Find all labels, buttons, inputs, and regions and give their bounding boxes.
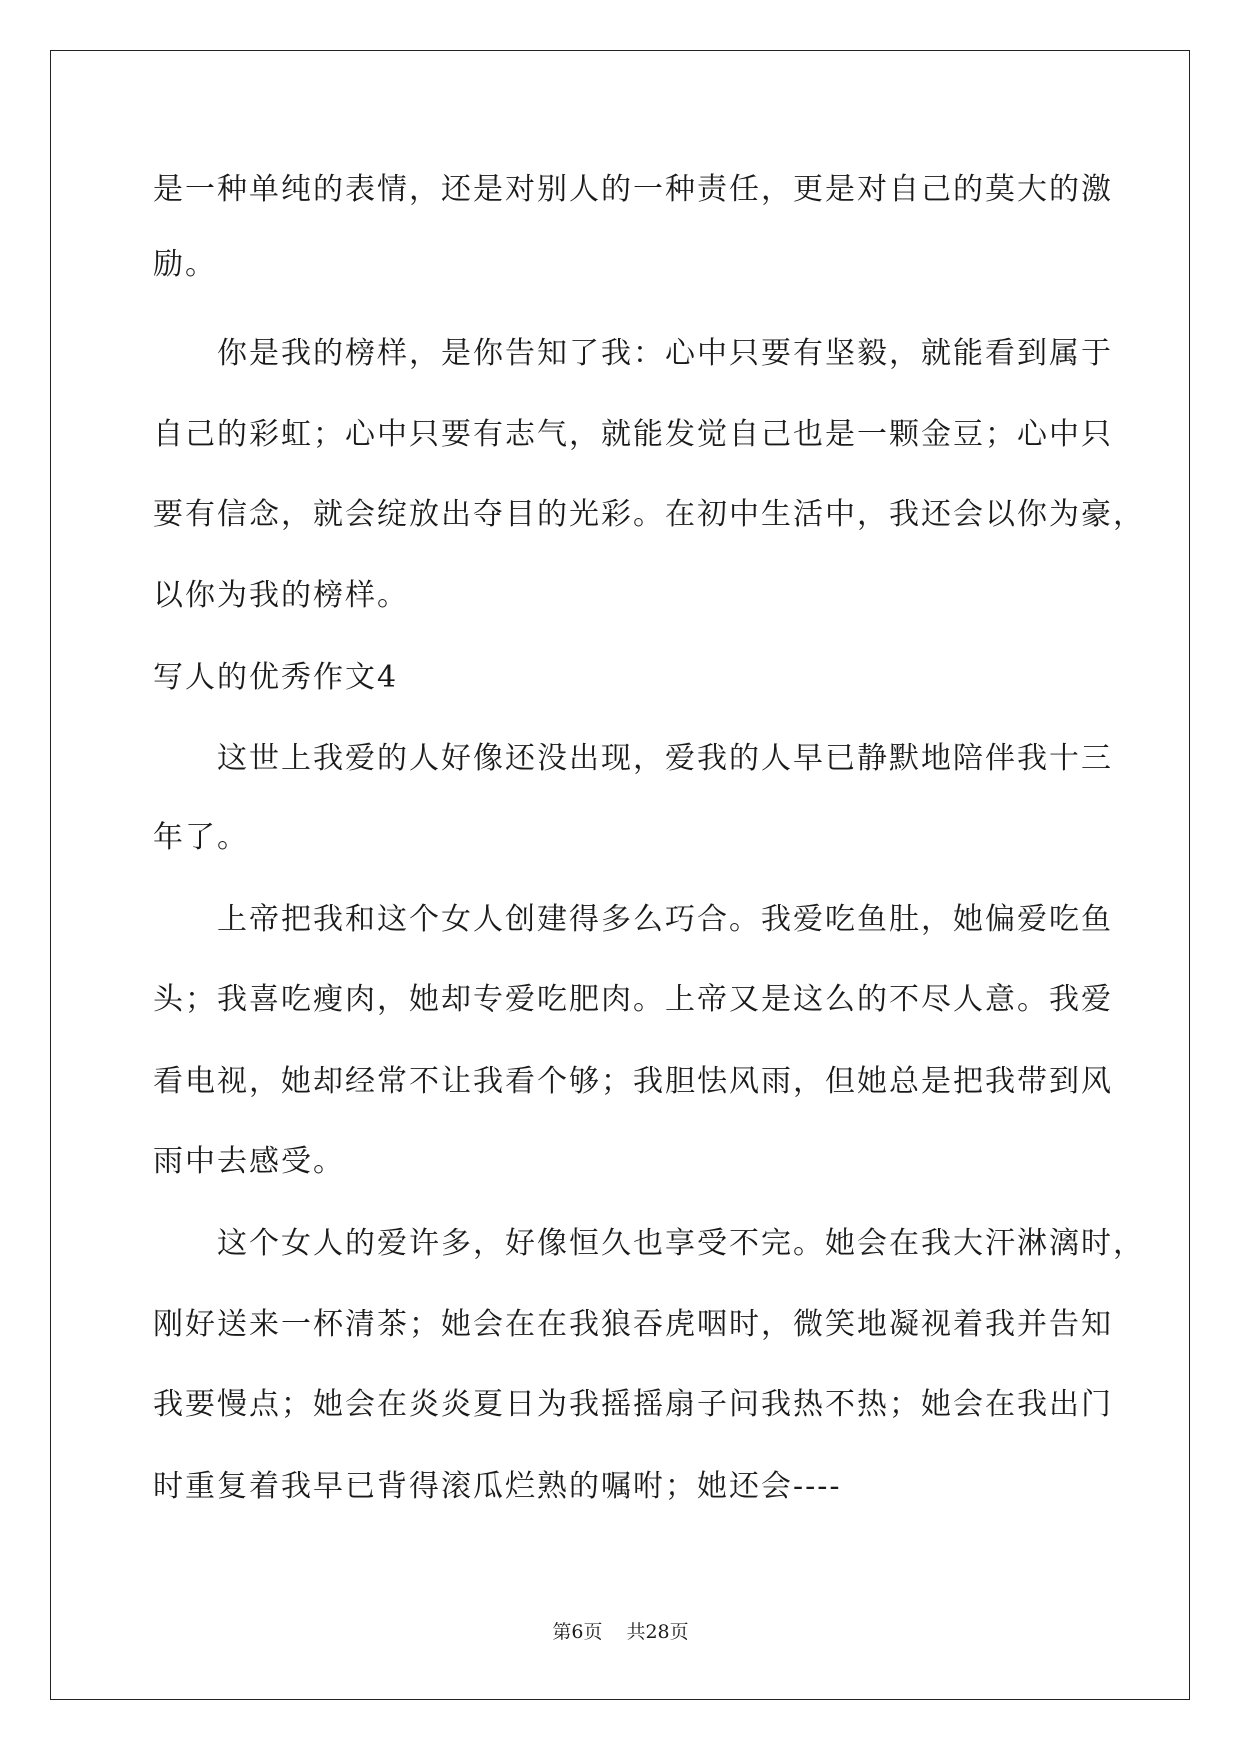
text-line: 看电视，她却经常不让我看个够；我胆怯风雨，但她总是把我带到风	[153, 1064, 1113, 1099]
page-border	[50, 50, 1190, 1700]
text-line: 励。	[153, 247, 217, 282]
page-footer	[0, 1620, 1241, 1644]
text-line: 雨中去感受。	[153, 1144, 345, 1179]
text-line: 我要慢点；她会在炎炎夏日为我摇摇扇子问我热不热；她会在我出门	[153, 1387, 1113, 1422]
section-heading: 写人的优秀作文4	[153, 660, 399, 695]
text-line: 刚好送来一杯清茶；她会在在我狼吞虎咽时，微笑地凝视着我并告知	[153, 1307, 1113, 1342]
text-line: 时重复着我早已背得滚瓜烂熟的嘱咐；她还会----	[153, 1469, 842, 1504]
text-line: 这个女人的爱许多，好像恒久也享受不完。她会在我大汗淋漓时，	[153, 1226, 1145, 1261]
text-line: 年了。	[153, 820, 249, 855]
text-line: 自己的彩虹；心中只要有志气，就能发觉自己也是一颗金豆；心中只	[153, 417, 1113, 452]
text-line: 要有信念，就会绽放出夺目的光彩。在初中生活中，我还会以你为豪，	[153, 497, 1145, 532]
text-line: 是一种单纯的表情，还是对别人的一种责任，更是对自己的莫大的激	[153, 172, 1113, 207]
text-line: 头；我喜吃瘦肉，她却专爱吃肥肉。上帝又是这么的不尽人意。我爱	[153, 982, 1113, 1017]
text-line: 上帝把我和这个女人创建得多么巧合。我爱吃鱼肚，她偏爱吃鱼	[153, 902, 1113, 937]
page-total: 共28页	[626, 1621, 689, 1643]
text-line: 这世上我爱的人好像还没出现，爱我的人早已静默地陪伴我十三	[153, 741, 1113, 776]
text-line: 以你为我的榜样。	[153, 578, 409, 613]
text-line: 你是我的榜样，是你告知了我：心中只要有坚毅，就能看到属于	[153, 336, 1113, 371]
page-number: 第6页	[552, 1621, 603, 1643]
